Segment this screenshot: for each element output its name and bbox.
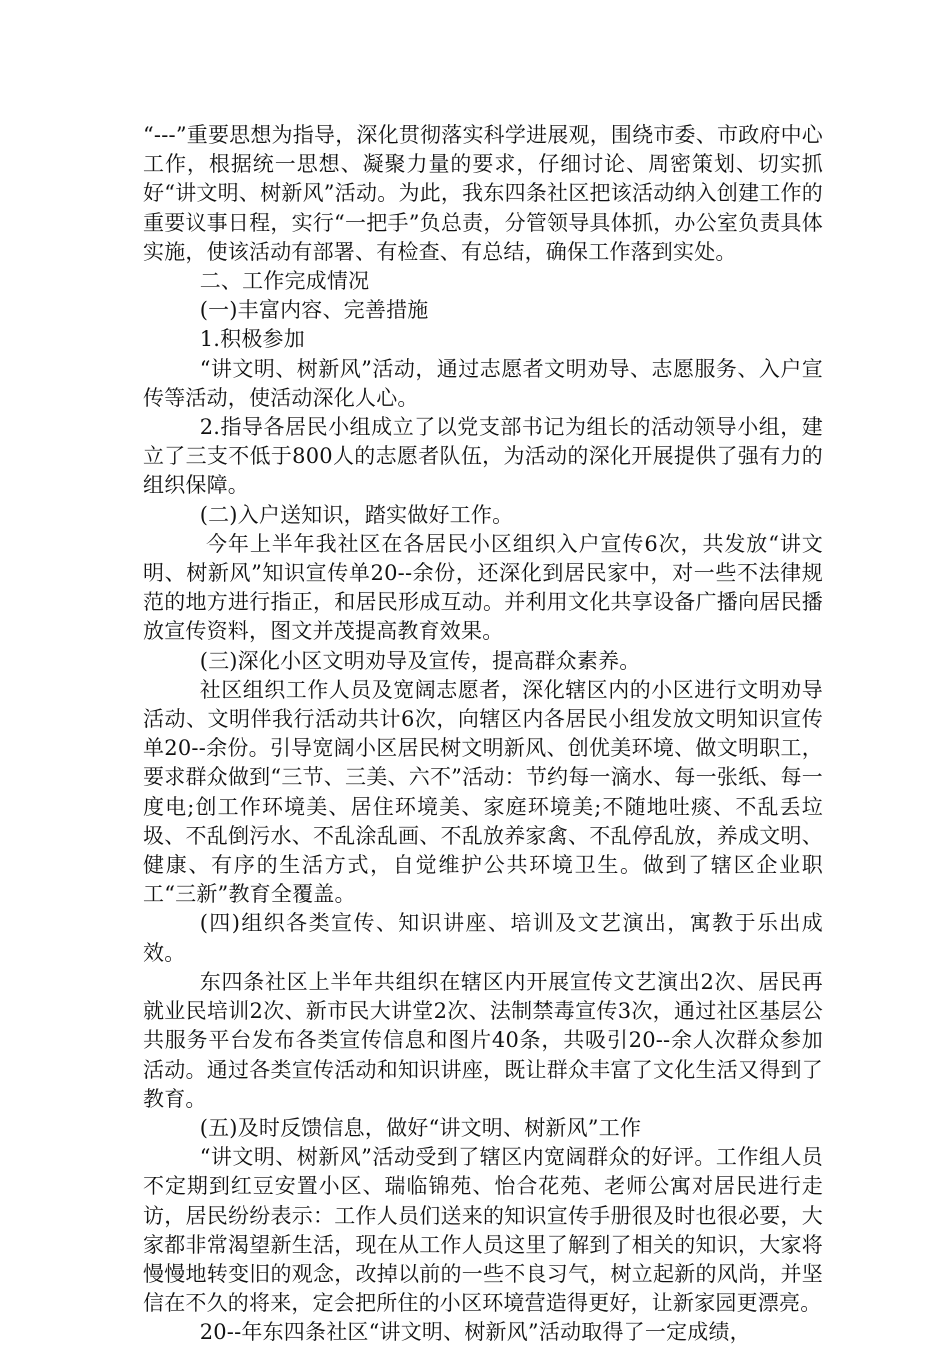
subheading-4: (四)组织各类宣传、知识讲座、培训及文艺演出，寓教于乐出成效。 xyxy=(143,911,823,965)
subheading-1: (一)丰富内容、完善措施 xyxy=(199,298,429,323)
paragraph-events: 东四条社区上半年共组织在辖区内开展宣传文艺演出2次、居民再就业民培训2次、新市民大讲堂2次、法制禁毒宣传3次，通过社区基层公共服务平台发布各类宣传信息和图片40条，共吸引20--余人次群众参加活动。通过各类宣传活动和知识讲座，既让群众丰富了文化生活又得到了教育。 xyxy=(143,969,823,1111)
paragraph-activity: “讲文明、树新风”活动，通过志愿者文明劝导、志愿服务、入户宣传等活动，使活动深化人心。 xyxy=(143,356,823,410)
section-heading-work-status: 二、工作完成情况 xyxy=(199,269,370,294)
document-page xyxy=(143,121,823,1348)
paragraph-leadership-group: 2.指导各居民小组成立了以党支部书记为组长的活动领导小组，建立了三支不低于800人的志愿者队伍，为活动的深化开展提供了强有力的组织保障。 xyxy=(143,415,823,498)
paragraph-door-to-door: 今年上半年我社区在各居民小区组织入户宣传6次，共发放“讲文明、树新风”知识宣传单20--余份，还深化到居民家中，对一些不法律规范的地方进行指正，和居民形成互动。并利用文化共享设备广播向居民播放宣传资料，图文并茂提高教育效果。 xyxy=(143,531,823,644)
paragraph-intro: “---”重要思想为指导，深化贯彻落实科学进展观，围绕市委、市政府中心工作，根据统一思想、凝聚力量的要求，仔细讨论、周密策划、切实抓好“讲文明、树新风”活动。为此，我东四条社区把该活动纳入创建工作的重要议事日程，实行“一把手”负总责，分管领导具体抓，办公室负责具体实施，使该活动有部署、有检查、有总结，确保工作落到实处。 xyxy=(143,123,823,264)
paragraph-civility-persuasion: 社区组织工作人员及宽阔志愿者，深化辖区内的小区进行文明劝导活动、文明伴我行活动共计6次，向辖区内各居民小组发放文明知识宣传单20--余份。引导宽阔小区居民树文明新风、创优美环境、做文明职工，要求群众做到“三节、三美、六不”活动：节约每一滴水、每一张纸、每一度电;创工作环境美、居住环境美、家庭环境美;不随地吐痰、不乱丢垃圾、不乱倒污水、不乱涂乱画、不乱放养家禽、不乱停乱放，养成文明、健康、有序的生活方式，自觉维护公共环境卫生。做到了辖区企业职工“三新”教育全覆盖。 xyxy=(143,677,823,907)
paragraph-conclusion: 20--年东四条社区“讲文明、树新风”活动取得了一定成绩， xyxy=(199,1320,751,1345)
subheading-3: (三)深化小区文明劝导及宣传，提高群众素养。 xyxy=(199,648,641,673)
subheading-2: (二)入户送知识，踏实做好工作。 xyxy=(199,502,514,527)
paragraph-feedback: “讲文明、树新风”活动受到了辖区内宽阔群众的好评。工作组人员不定期到红豆安置小区、瑞临锦苑、怡合花苑、老师公寓对居民进行走访，居民纷纷表示：工作人员们送来的知识宣传手册很及时也很必要，大家都非常渴望新生活，现在从工作人员这里了解到了相关的知识，大家将慢慢地转变旧的观念，改掉以前的一些不良习气，树立起新的风尚，并坚信在不久的将来，定会把所住的小区环境营造得更好，让新家园更漂亮。 xyxy=(143,1145,823,1316)
subheading-5: (五)及时反馈信息，做好“讲文明、树新风”工作 xyxy=(199,1115,642,1140)
item-heading-1: 1.积极参加 xyxy=(199,327,305,352)
